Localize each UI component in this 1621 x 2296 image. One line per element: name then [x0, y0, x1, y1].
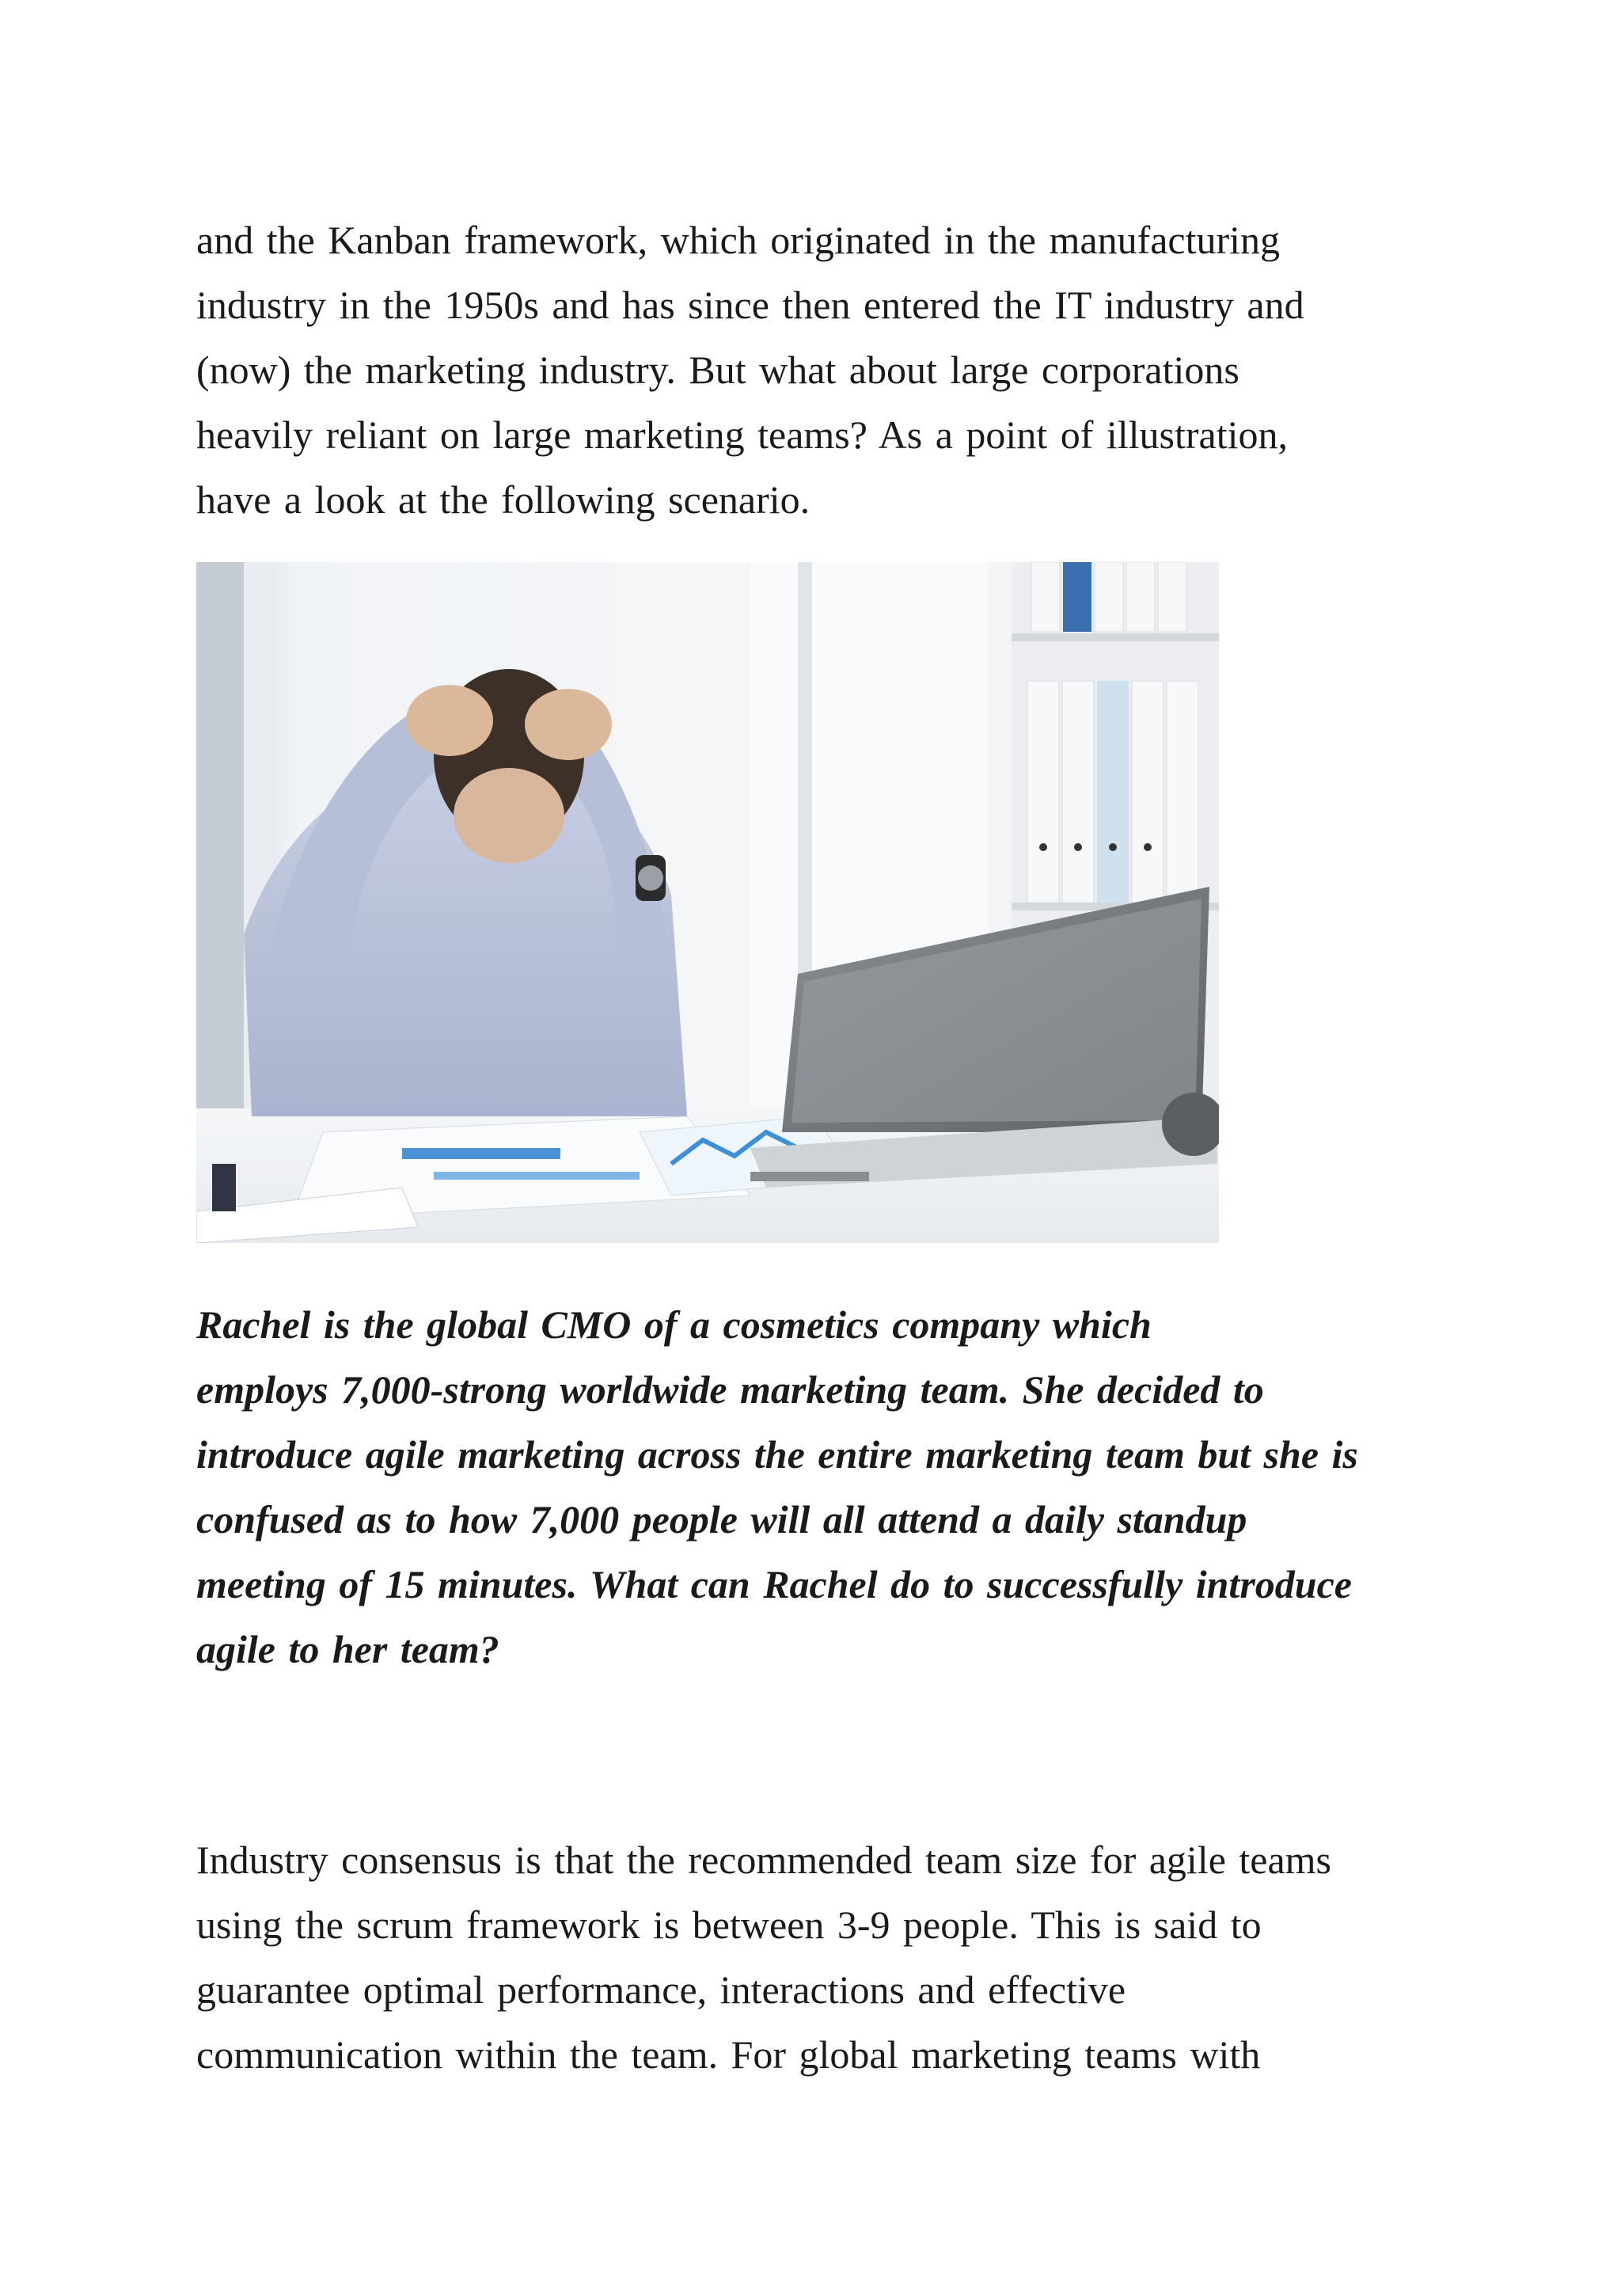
paragraph-line: agile to her team? — [196, 1627, 499, 1671]
scenario-paragraph — [196, 1292, 1431, 1682]
paragraph-line: Industry consensus is that the recommended team size for agile teams — [196, 1838, 1332, 1882]
stressed-man-photo — [196, 562, 1219, 1243]
paragraph-line: Rachel is the global CMO of a cosmetics company which — [196, 1302, 1152, 1347]
paragraph-line: using the scrum framework is between 3-9 people. This is said to — [196, 1903, 1262, 1947]
paragraph-line: guarantee optimal performance, interactions and effective — [196, 1967, 1126, 2012]
paragraph-line: introduce agile marketing across the entire marketing team but she is — [196, 1432, 1358, 1477]
paragraph-line: (now) the marketing industry. But what about large corporations — [196, 348, 1239, 392]
paragraph-line: employs 7,000-strong worldwide marketing team. She decided to — [196, 1367, 1264, 1412]
paragraph-line: heavily reliant on large marketing teams? As a point of illustration, — [196, 412, 1289, 457]
paragraph-line: communication within the team. For global marketing teams with — [196, 2032, 1261, 2077]
paragraph-line: industry in the 1950s and has since then entered the IT industry and — [196, 283, 1304, 327]
paragraph-line: have a look at the following scenario. — [196, 477, 810, 522]
intro-paragraph — [196, 207, 1431, 532]
paragraph-line: confused as to how 7,000 people will all attend a daily standup — [196, 1497, 1247, 1541]
paragraph-line: meeting of 15 minutes. What can Rachel do to successfully introduce — [196, 1562, 1352, 1606]
consensus-paragraph — [196, 1827, 1431, 2087]
paragraph-line: and the Kanban framework, which originated in the manufacturing — [196, 218, 1281, 262]
